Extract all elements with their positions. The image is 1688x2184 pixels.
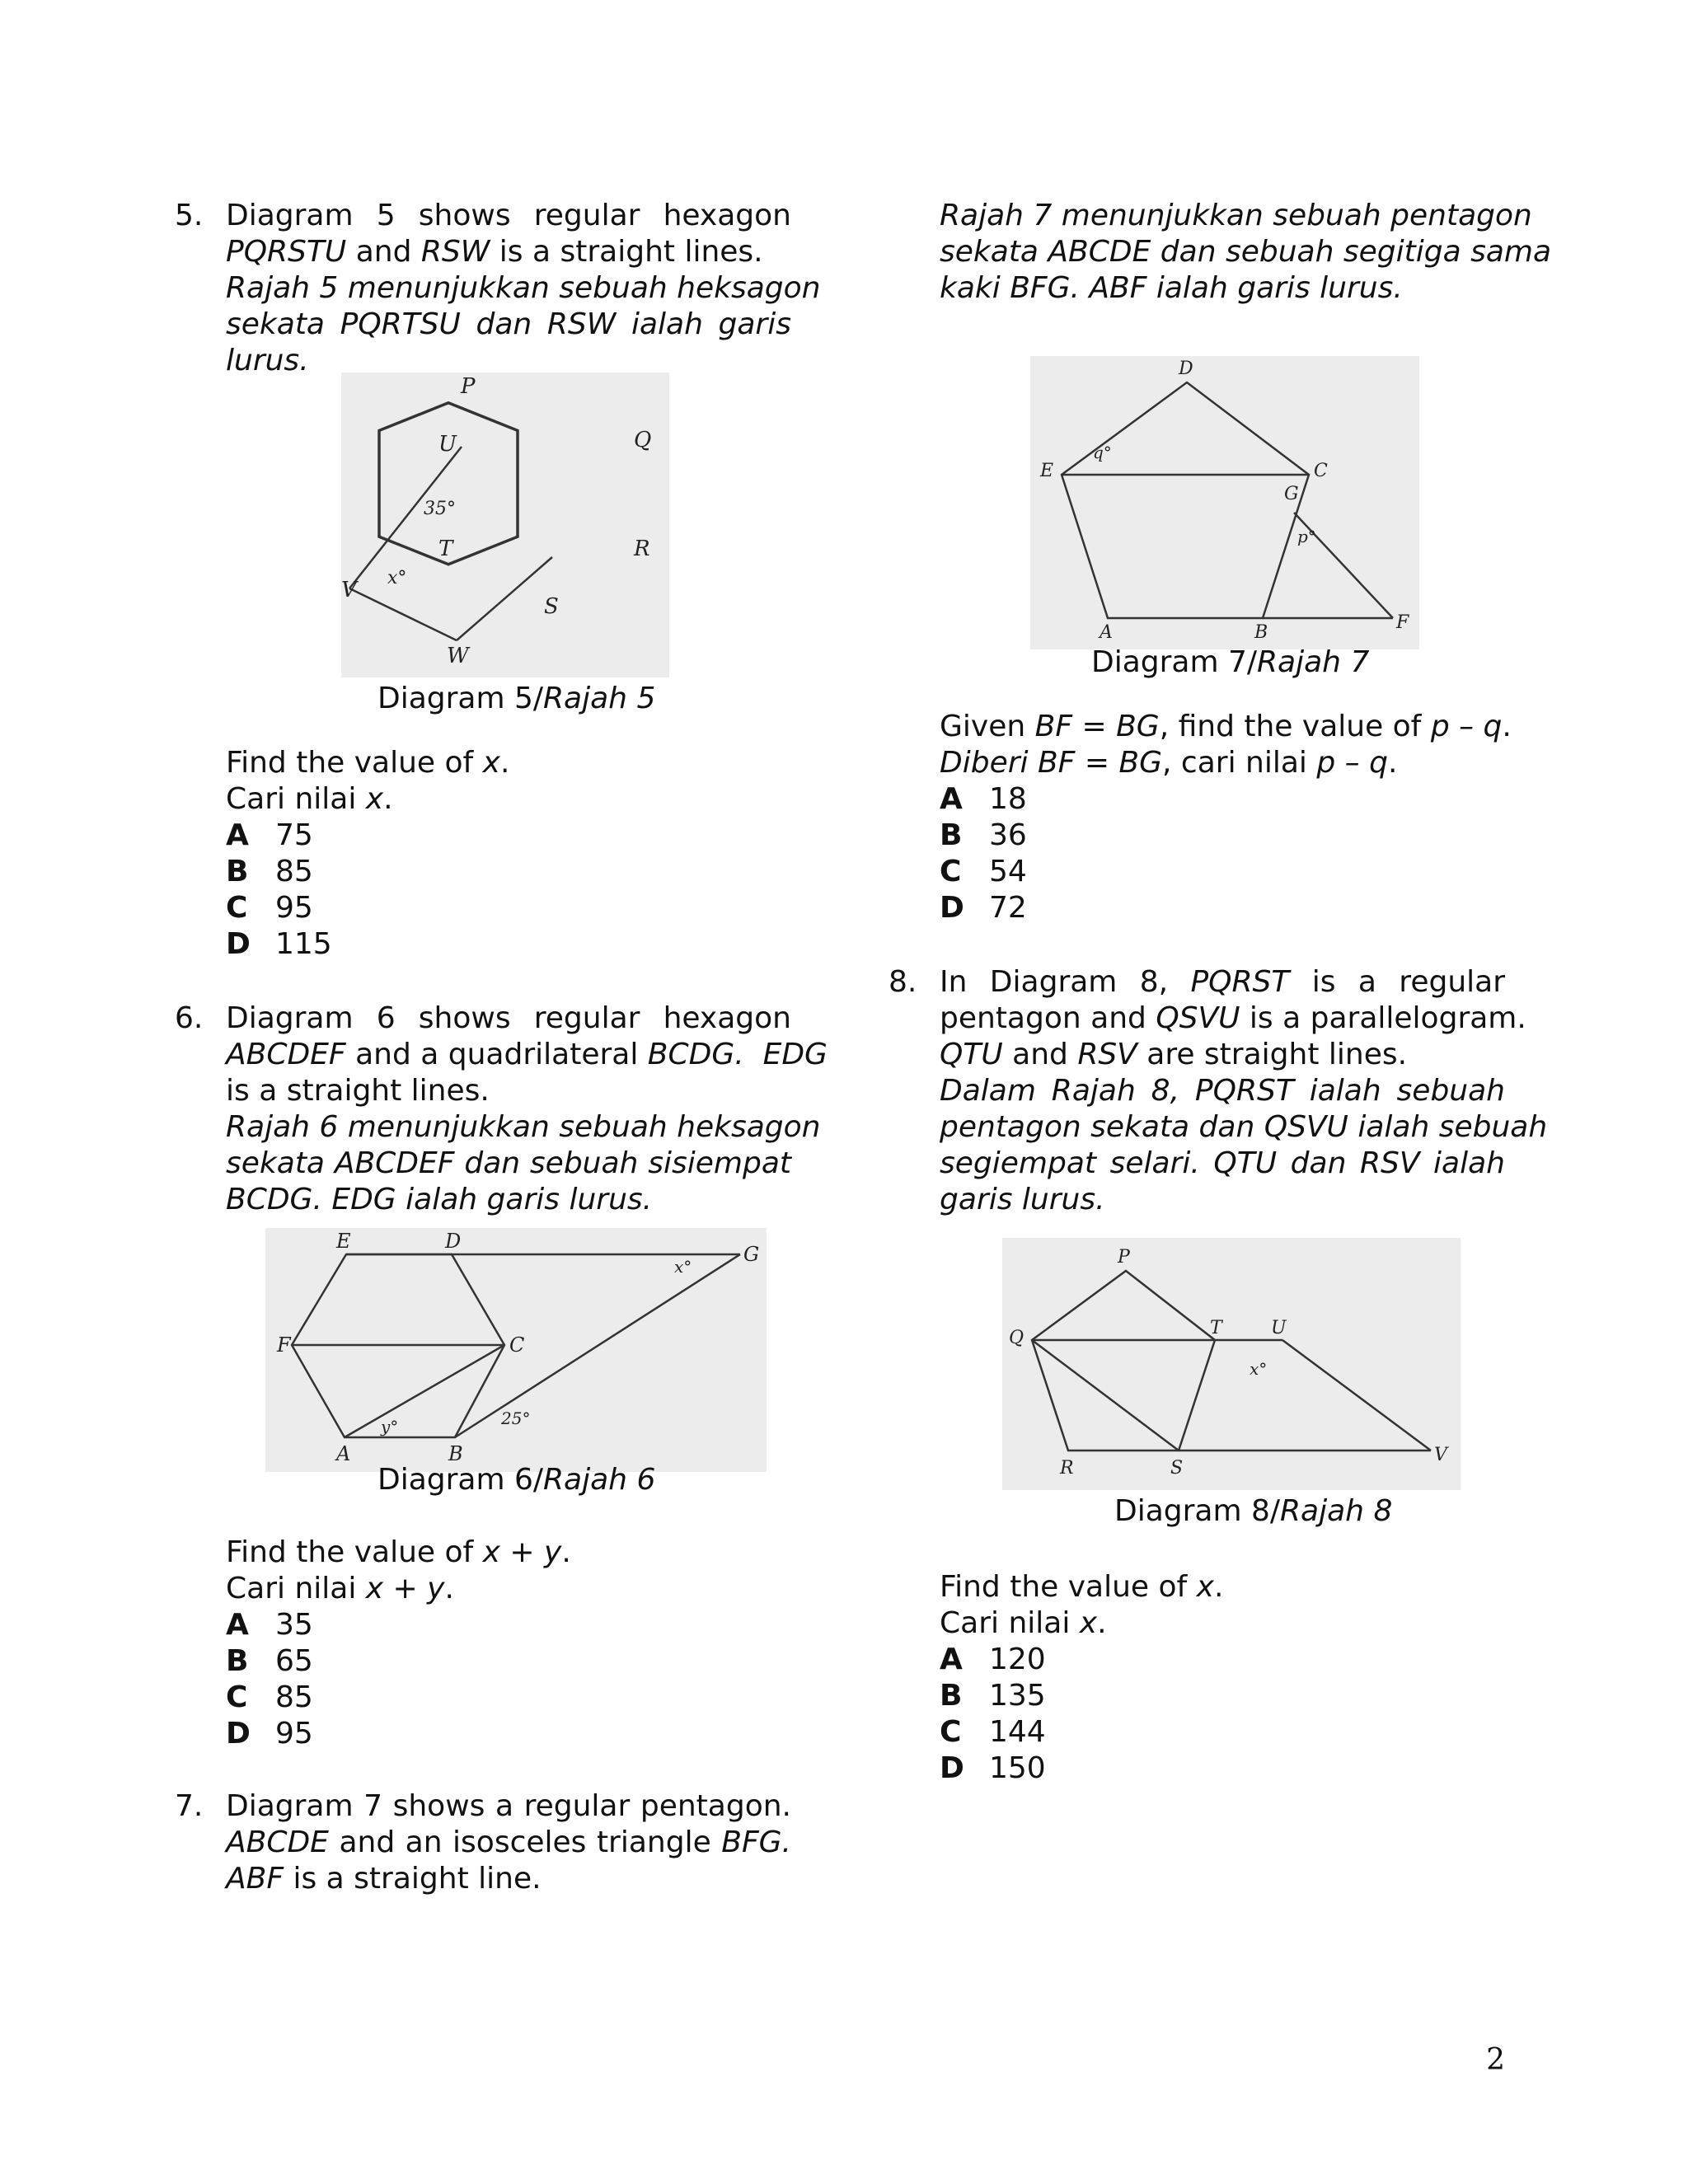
- diagram-label: B: [448, 1442, 463, 1465]
- option-b[interactable]: B 85: [226, 855, 313, 888]
- question-line-malay: Rajah 5 menunjukkan sebuah heksagon: [226, 271, 821, 305]
- diagram-angle-label: x°: [674, 1257, 692, 1277]
- question-text: [940, 964, 1548, 1218]
- diagram-label: C: [1314, 461, 1328, 481]
- option-d[interactable]: D 95: [226, 1717, 313, 1750]
- option-d[interactable]: D 150: [940, 1751, 1046, 1785]
- diagram-label: Q: [1009, 1328, 1025, 1348]
- option-b[interactable]: B 36: [940, 818, 1027, 852]
- diagram-label: D: [1179, 359, 1193, 379]
- ask-line: Find the value of x + y.: [226, 1535, 571, 1569]
- question-line-malay: Dalam Rajah 8, PQRST ialah sebuah: [940, 1074, 1505, 1108]
- ask-line-malay: Cari nilai x.: [226, 782, 393, 816]
- question-line: QTU and RSV are straight lines.: [940, 1038, 1408, 1071]
- question-line-malay: Rajah 6 menunjukkan sebuah heksagon: [226, 1110, 821, 1144]
- question-line-malay: BCDG. EDG ialah garis lurus.: [226, 1183, 653, 1216]
- question-line-malay: pentagon sekata dan QSVU ialah sebuah: [940, 1110, 1548, 1144]
- question-line-malay: sekata ABCDEF dan sebuah sisiempat: [226, 1146, 791, 1180]
- diagram-angle-label: q°: [1093, 443, 1112, 462]
- question-line: ABCDE and an isosceles triangle BFG.: [226, 1825, 791, 1859]
- page-number: 2: [1486, 2043, 1505, 2077]
- question-line: Diagram 7 shows a regular pentagon.: [226, 1789, 791, 1823]
- question-line: PQRSTU and RSW is a straight lines.: [226, 235, 763, 269]
- question-line-malay: Rajah 7 menunjukkan sebuah pentagon: [940, 199, 1532, 232]
- question-number: 8.: [889, 965, 917, 999]
- diagram-angle-label: p°: [1297, 527, 1316, 546]
- diagram-label: C: [509, 1333, 525, 1357]
- option-c[interactable]: C 85: [226, 1680, 313, 1714]
- question-5-ask: [226, 745, 509, 818]
- option-c[interactable]: C 95: [226, 891, 313, 925]
- question-7-continued: [940, 198, 1552, 307]
- diagram-5: [341, 373, 669, 677]
- question-number: 6.: [175, 1001, 204, 1035]
- diagram-label: S: [544, 594, 559, 619]
- diagram-7: [1030, 356, 1419, 649]
- diagram-label: E: [336, 1230, 351, 1253]
- ask-line-malay: Cari nilai x + y.: [226, 1572, 454, 1605]
- diagram-label: R: [1060, 1458, 1074, 1479]
- option-a[interactable]: A 18: [940, 782, 1027, 816]
- diagram-label: A: [1100, 622, 1113, 643]
- diagram-5-svg: [341, 373, 669, 677]
- question-line: ABCDEF and a quadrilateral BCDG. EDG: [226, 1038, 828, 1071]
- diagram-caption: Diagram 8/Rajah 8: [1114, 1494, 1393, 1528]
- diagram-label: P: [1118, 1247, 1130, 1268]
- diagram-label: P: [461, 374, 476, 399]
- diagram-6: [265, 1228, 767, 1472]
- diagram-label: V: [1434, 1445, 1447, 1465]
- diagram-angle-label: 25°: [501, 1408, 531, 1428]
- diagram-label: G: [1284, 484, 1299, 504]
- diagram-angle-label: 35°: [424, 499, 456, 519]
- diagram-label: T: [1210, 1318, 1222, 1338]
- question-text: [226, 198, 821, 379]
- question-text: [226, 1001, 828, 1218]
- question-line: Diagram 6 shows regular hexagon: [226, 1001, 791, 1035]
- diagram-caption: Diagram 5/Rajah 5: [377, 682, 656, 715]
- question-line-malay: lurus.: [226, 344, 309, 377]
- diagram-7-svg: [1030, 356, 1419, 649]
- ask-line-malay: Diberi BF = BG, cari nilai p – q.: [940, 746, 1398, 780]
- diagram-label: S: [1170, 1458, 1184, 1479]
- diagram-6-svg: [265, 1228, 767, 1472]
- question-line: ABF is a straight line.: [226, 1862, 542, 1896]
- question-line: In Diagram 8, PQRST is a regular: [940, 965, 1505, 999]
- diagram-label: E: [1040, 461, 1054, 481]
- diagram-angle-label: x°: [387, 568, 407, 588]
- question-line: is a straight lines.: [226, 1074, 490, 1108]
- diagram-8-svg: [1002, 1238, 1461, 1490]
- diagram-label: F: [1396, 612, 1409, 633]
- ask-line: Given BF = BG, find the value of p – q.: [940, 710, 1512, 743]
- diagram-8: [1002, 1238, 1461, 1490]
- option-c[interactable]: C 144: [940, 1715, 1046, 1749]
- diagram-label: U: [438, 432, 457, 457]
- ask-line: Find the value of x.: [226, 746, 510, 780]
- question-number: 5.: [175, 199, 204, 232]
- diagram-label: A: [336, 1442, 351, 1465]
- question-line: pentagon and QSVU is a parallelogram.: [940, 1001, 1526, 1035]
- option-a[interactable]: A 35: [226, 1608, 313, 1642]
- diagram-angle-label: y°: [381, 1417, 399, 1436]
- option-d[interactable]: D 115: [226, 927, 332, 961]
- diagram-label: B: [1254, 622, 1268, 643]
- option-b[interactable]: B 65: [226, 1644, 313, 1678]
- question-text: [226, 1788, 791, 1897]
- diagram-label: D: [445, 1230, 462, 1253]
- question-line-malay: kaki BFG. ABF ialah garis lurus.: [940, 271, 1403, 305]
- question-6-ask: [226, 1535, 571, 1607]
- option-b[interactable]: B 135: [940, 1679, 1046, 1713]
- question-8-ask: [940, 1569, 1223, 1642]
- question-line-malay: garis lurus.: [940, 1183, 1105, 1216]
- diagram-label: G: [743, 1243, 760, 1266]
- option-a[interactable]: A 75: [226, 818, 313, 852]
- question-line: Diagram 5 shows regular hexagon: [226, 199, 791, 232]
- question-line-malay: sekata PQRTSU dan RSW ialah garis: [226, 307, 791, 341]
- option-a[interactable]: A 120: [940, 1643, 1046, 1676]
- diagram-label: W: [447, 644, 469, 668]
- ask-line-malay: Cari nilai x.: [940, 1606, 1107, 1640]
- diagram-caption: Diagram 6/Rajah 6: [377, 1463, 656, 1497]
- diagram-label: R: [634, 537, 650, 561]
- question-number: 7.: [175, 1789, 204, 1823]
- question-line-malay: sekata ABCDE dan sebuah segitiga sama: [940, 235, 1552, 269]
- diagram-caption: Diagram 7/Rajah 7: [1091, 645, 1370, 679]
- question-line-malay: segiempat selari. QTU dan RSV ialah: [940, 1146, 1505, 1180]
- diagram-label: Q: [634, 428, 652, 452]
- diagram-angle-label: x°: [1250, 1359, 1268, 1379]
- option-c[interactable]: C 54: [940, 855, 1027, 888]
- diagram-label: V: [341, 578, 357, 602]
- option-d[interactable]: D 72: [940, 891, 1027, 925]
- ask-line: Find the value of x.: [940, 1570, 1224, 1604]
- question-7-ask: [940, 709, 1512, 781]
- diagram-label: F: [277, 1333, 291, 1357]
- diagram-label: U: [1271, 1318, 1287, 1338]
- diagram-label: T: [438, 537, 453, 561]
